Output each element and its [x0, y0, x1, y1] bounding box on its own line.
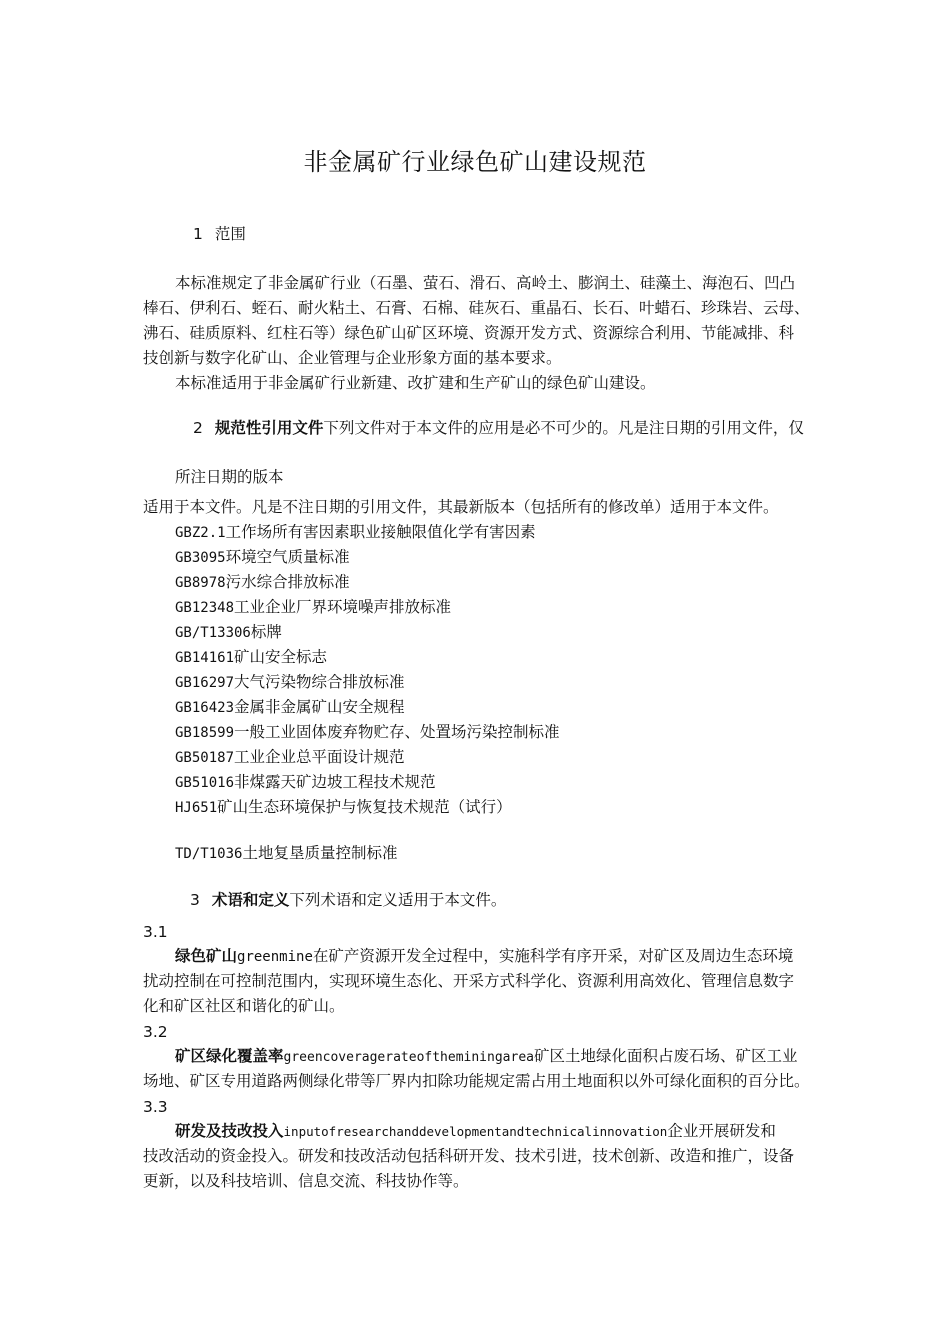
term-name: 绿色矿山: [175, 947, 238, 965]
reference-item: [175, 672, 905, 693]
reference-item: [175, 622, 905, 643]
section-intro: 下列文件对于本文件的应用是必不可少的。凡是注日期的引用文件，仅: [323, 419, 804, 437]
reference-item: [175, 747, 905, 768]
reference-code: GB3095: [175, 550, 226, 566]
document-title: 非金属矿行业绿色矿山建设规范: [303, 148, 647, 176]
term-number: 3.3: [143, 1098, 168, 1116]
reference-code: GB8978: [175, 575, 226, 591]
reference-item: [175, 772, 905, 793]
reference-item: [175, 843, 905, 864]
section-3-heading: [190, 890, 920, 910]
reference-code: GB14161: [175, 650, 235, 666]
section-title: 术语和定义: [211, 891, 290, 909]
term-number: 3.1: [143, 923, 168, 941]
section-2-heading: [193, 418, 923, 438]
reference-item: [175, 597, 905, 618]
term-line: [175, 1121, 905, 1142]
paragraph-line: 场地、矿区专用道路两侧绿化带等厂界内扣除功能规定需占用土地面积以外可绿化面积的百分比。: [143, 1072, 810, 1090]
reference-item: [175, 722, 905, 743]
term-line: [175, 946, 905, 967]
paragraph-line: 本标准适用于非金属矿行业新建、改扩建和生产矿山的绿色矿山建设。: [175, 374, 656, 392]
paragraph-line: 技创新与数字化矿山、企业管理与企业形象方面的基本要求。: [143, 349, 562, 367]
reference-code: GB18599: [175, 725, 235, 741]
paragraph-line: 扰动控制在可控制范围内，实现环境生态化、开采方式科学化、资源利用高效化、管理信息数字: [143, 972, 795, 990]
reference-title: 金属非金属矿山安全规程: [234, 698, 405, 716]
reference-title: 污水综合排放标准: [225, 573, 350, 591]
reference-item: [175, 572, 905, 593]
paragraph-line: 技改活动的资金投入。研发和技改活动包括科研开发、技术引进，技术创新、改造和推广，设备: [143, 1147, 795, 1165]
section-1-heading: [193, 224, 923, 244]
term-name: 研发及技改投入: [175, 1122, 284, 1140]
reference-code: GBZ2.1: [175, 525, 226, 541]
reference-item: [175, 547, 905, 568]
reference-title: 环境空气质量标准: [225, 548, 350, 566]
reference-item: [175, 697, 905, 718]
section-title: 范围: [214, 225, 246, 243]
section-number: 3: [190, 891, 200, 909]
reference-title: 工业企业总平面设计规范: [234, 748, 405, 766]
term-english: inputofresearchanddevelopmentandtechnicalinnovation: [283, 1124, 668, 1139]
reference-code: GB50187: [175, 750, 235, 766]
reference-title: 矿山安全标志: [234, 648, 328, 666]
section-title: 规范性引用文件: [214, 419, 324, 437]
reference-code: GB16297: [175, 675, 235, 691]
term-definition: 在矿产资源开发全过程中，实施科学有序开采，对矿区及周边生态环境: [312, 947, 794, 965]
paragraph-line: 更新，以及科技培训、信息交流、科技协作等。: [143, 1172, 469, 1190]
section-number: 2: [193, 419, 203, 437]
reference-item: [175, 647, 905, 668]
reference-title: 一般工业固体废弃物贮存、处置场污染控制标准: [234, 723, 560, 741]
term-english: greenmine: [237, 949, 313, 965]
term-english: greencoveragerateoftheminingarea: [283, 1050, 534, 1065]
reference-code: GB16423: [175, 700, 235, 716]
paragraph-line: 棒石、伊利石、蛭石、耐火粘土、石膏、石棉、硅灰石、重晶石、长石、叶蜡石、珍珠岩、云母、: [143, 299, 810, 317]
reference-code: GB/T13306: [175, 625, 251, 641]
reference-title: 土地复垦质量控制标准: [242, 844, 398, 862]
term-name: 矿区绿化覆盖率: [175, 1047, 284, 1065]
reference-code: GB12348: [175, 600, 235, 616]
reference-code: TD/T1036: [175, 846, 243, 862]
reference-title: 矿山生态环境保护与恢复技术规范（试行）: [217, 798, 512, 816]
reference-title: 工作场所有害因素职业接触限值化学有害因素: [225, 523, 536, 541]
term-definition: 企业开展研发和: [667, 1122, 776, 1140]
paragraph-line: 沸石、硅质原料、红柱石等）绿色矿山矿区环境、资源开发方式、资源综合利用、节能减排、科: [143, 324, 795, 342]
reference-title: 标牌: [250, 623, 282, 641]
section-intro: 下列术语和定义适用于本文件。: [289, 891, 507, 909]
reference-title: 大气污染物综合排放标准: [234, 673, 405, 691]
term-number: 3.2: [143, 1023, 168, 1041]
paragraph-line: 适用于本文件。凡是不注日期的引用文件，其最新版本（包括所有的修改单）适用于本文件。: [143, 498, 779, 516]
reference-code: HJ651: [175, 800, 218, 816]
reference-title: 工业企业厂界环境噪声排放标准: [234, 598, 452, 616]
reference-title: 非煤露天矿边坡工程技术规范: [234, 773, 436, 791]
section-number: 1: [193, 225, 203, 243]
reference-item: [175, 522, 905, 543]
reference-code: GB51016: [175, 775, 235, 791]
paragraph-line: 所注日期的版本: [175, 468, 284, 486]
paragraph-line: 本标准规定了非金属矿行业（石墨、萤石、滑石、高岭土、膨润土、硅藻土、海泡石、凹凸: [175, 274, 796, 292]
reference-item: [175, 797, 905, 818]
paragraph-line: 化和矿区社区和谐化的矿山。: [143, 997, 345, 1015]
term-line: [175, 1046, 905, 1068]
term-definition: 矿区土地绿化面积占废石场、矿区工业: [533, 1047, 798, 1065]
